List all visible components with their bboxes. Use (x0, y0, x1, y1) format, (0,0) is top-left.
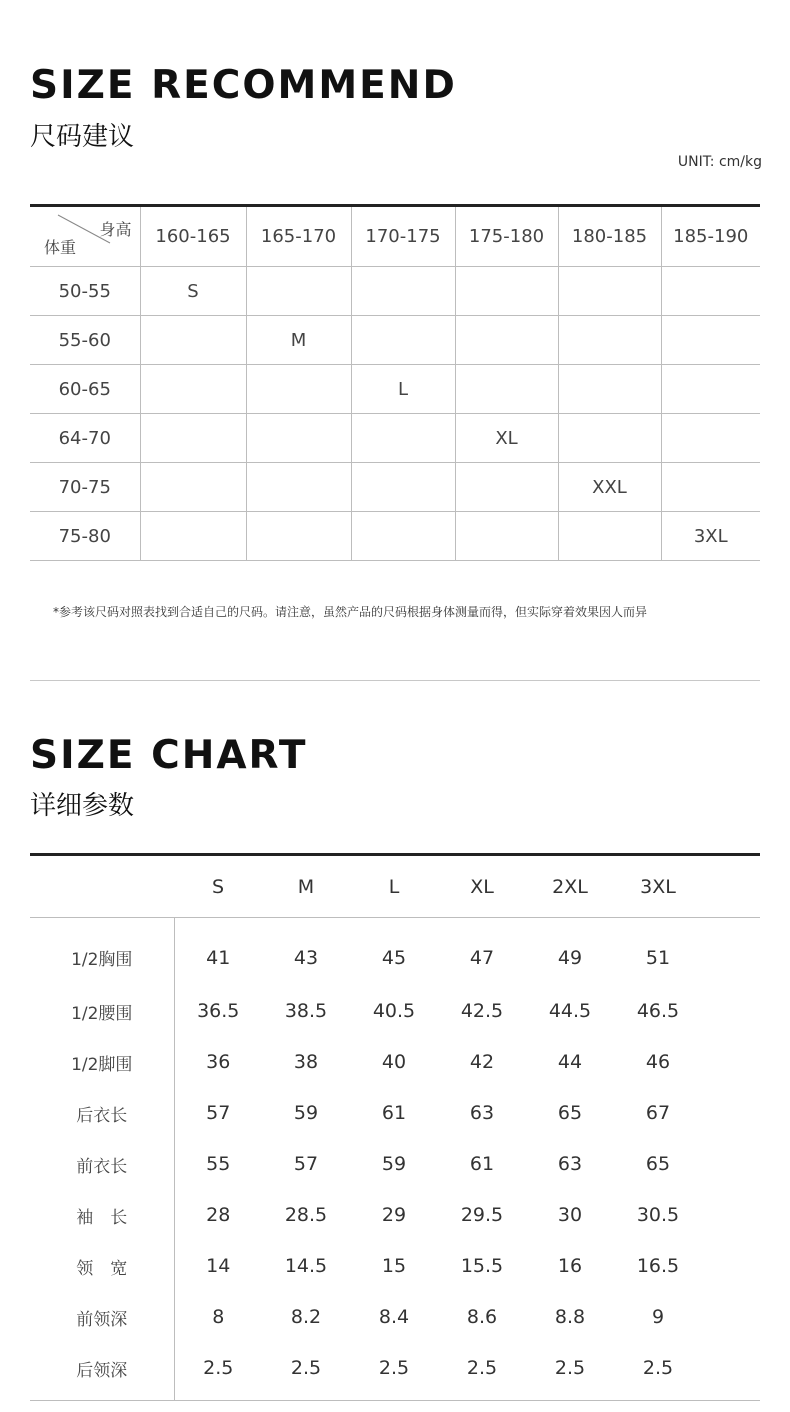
size-recommend-title: SIZE RECOMMEND (30, 63, 457, 108)
weight-label: 75-80 (30, 512, 140, 561)
table-row (30, 512, 760, 561)
measure-label: 1/2胸围 (30, 918, 174, 986)
measure-value: 57 (293, 1153, 319, 1175)
weight-label: 70-75 (30, 463, 140, 512)
measure-value: 41 (206, 946, 231, 969)
measure-label: 领 宽 (30, 1241, 174, 1292)
measure-value: 16 (557, 1255, 583, 1277)
size-cell (661, 365, 760, 414)
corner-header-cell (30, 206, 140, 267)
empty-cell (702, 1190, 760, 1241)
measure-label: 1/2脚围 (30, 1037, 174, 1088)
measure-label: 后衣长 (30, 1088, 174, 1139)
measure-value: 2.5 (526, 1343, 614, 1401)
measure-value: 65 (557, 1102, 583, 1124)
measure-value: 67 (645, 1102, 671, 1124)
measure-value: 61 (469, 1153, 495, 1175)
measure-value: 57 (206, 1102, 231, 1124)
height-header: 165-170 (246, 206, 351, 267)
measure-value: 63 (469, 1102, 495, 1124)
table-row (30, 918, 760, 986)
size-cell (661, 463, 760, 512)
measure-value: 36 (206, 1051, 231, 1073)
measure-value: 65 (645, 1153, 671, 1175)
measure-label: 前衣长 (30, 1139, 174, 1190)
measure-value: 2.5 (614, 1343, 702, 1401)
size-cell (558, 414, 661, 463)
size-cell (455, 267, 558, 316)
table-row (30, 986, 760, 1037)
measure-value: 8.8 (554, 1306, 586, 1328)
height-header: 180-185 (558, 206, 661, 267)
empty-cell (702, 1088, 760, 1139)
unit-label: UNIT: cm/kg (677, 154, 762, 170)
size-chart-title: SIZE CHART (30, 733, 308, 778)
size-header: 3XL (614, 855, 702, 918)
table-row (30, 1190, 760, 1241)
measure-value: 44 (557, 1051, 583, 1073)
size-cell (661, 316, 760, 365)
measure-value: 49 (557, 946, 583, 969)
measure-value: 30.5 (636, 1204, 680, 1226)
measure-value: 8 (212, 1306, 225, 1328)
height-axis-label: 身高 (99, 220, 132, 239)
size-cell (558, 512, 661, 561)
size-cell (351, 463, 455, 512)
size-chart-table (30, 853, 760, 1401)
empty-cell (702, 1037, 760, 1088)
size-cell: M (246, 316, 351, 365)
size-cell (455, 316, 558, 365)
measure-value: 2.5 (350, 1343, 438, 1401)
empty-cell (702, 1241, 760, 1292)
measure-value: 43 (293, 946, 319, 969)
measure-value: 8.6 (466, 1306, 498, 1328)
height-header: 185-190 (661, 206, 760, 267)
size-cell (140, 414, 246, 463)
empty-cell (702, 918, 760, 986)
size-cell (140, 463, 246, 512)
size-cell: XL (455, 414, 558, 463)
table-row (30, 463, 760, 512)
measure-value: 38 (293, 1051, 319, 1073)
measure-value: 28 (206, 1204, 231, 1226)
measure-value: 29 (381, 1204, 407, 1226)
table-row (30, 316, 760, 365)
measure-value: 28.5 (284, 1204, 328, 1226)
size-cell (246, 512, 351, 561)
weight-axis-label: 体重 (44, 238, 77, 257)
measure-value: 59 (293, 1102, 319, 1124)
measure-label: 后领深 (30, 1343, 174, 1401)
size-cell (140, 365, 246, 414)
measure-value: 14.5 (284, 1255, 328, 1277)
table-row (30, 1139, 760, 1190)
size-cell (351, 267, 455, 316)
height-header: 170-175 (351, 206, 455, 267)
empty-cell (702, 1343, 760, 1401)
table-row (30, 1241, 760, 1292)
measure-value: 8.2 (290, 1306, 322, 1328)
measure-value: 46 (645, 1051, 671, 1073)
size-cell (455, 512, 558, 561)
measure-value: 51 (645, 946, 671, 969)
measure-value: 40 (381, 1051, 407, 1073)
measure-value: 14 (206, 1255, 231, 1277)
table-row (30, 365, 760, 414)
size-cell (661, 267, 760, 316)
size-cell: L (351, 365, 455, 414)
weight-label: 55-60 (30, 316, 140, 365)
size-cell (246, 414, 351, 463)
measure-value: 15.5 (460, 1255, 504, 1277)
size-cell (455, 463, 558, 512)
measure-value: 9 (651, 1306, 665, 1328)
size-cell (558, 316, 661, 365)
measure-value: 59 (381, 1153, 407, 1175)
table-row (30, 414, 760, 463)
size-chart-subtitle: 详细参数 (30, 791, 135, 821)
size-cell (140, 512, 246, 561)
measure-value: 40.5 (372, 1000, 416, 1022)
size-cell (351, 414, 455, 463)
measure-value: 44.5 (548, 1000, 592, 1022)
size-cell (455, 365, 558, 414)
table-row (30, 267, 760, 316)
measure-label: 袖 长 (30, 1190, 174, 1241)
size-recommend-table (30, 204, 760, 561)
size-cell (558, 267, 661, 316)
size-cell: XXL (558, 463, 661, 512)
size-cell: 3XL (661, 512, 760, 561)
measure-value: 63 (557, 1153, 583, 1175)
size-header: 2XL (526, 855, 614, 918)
size-cell (661, 414, 760, 463)
empty-cell (702, 1292, 760, 1343)
measure-value: 55 (206, 1153, 231, 1175)
measure-label: 1/2腰围 (30, 986, 174, 1037)
measure-value: 29.5 (460, 1204, 504, 1226)
table-row (30, 1088, 760, 1139)
size-note: *参考该尺码对照表找到合适自己的尺码。请注意，虽然产品的尺码根据身体测量而得，但实际穿着效果因人而异 (53, 605, 648, 619)
measure-value: 8.4 (378, 1306, 410, 1328)
height-header-row (30, 206, 760, 267)
size-cell (246, 267, 351, 316)
weight-label: 64-70 (30, 414, 140, 463)
measure-value: 30 (557, 1204, 583, 1226)
measure-value: 61 (381, 1102, 407, 1124)
measure-value: 2.5 (174, 1343, 262, 1401)
measure-value: 16.5 (636, 1255, 680, 1277)
table-row (30, 1292, 760, 1343)
height-header: 175-180 (455, 206, 558, 267)
empty-cell (702, 1139, 760, 1190)
measure-value: 42.5 (460, 1000, 504, 1022)
section-divider (30, 680, 760, 681)
measure-value: 36.5 (197, 1000, 240, 1022)
measure-value: 46.5 (636, 1000, 680, 1022)
weight-label: 60-65 (30, 365, 140, 414)
size-cell (246, 365, 351, 414)
measure-value: 2.5 (438, 1343, 526, 1401)
measure-value: 15 (381, 1255, 407, 1277)
size-recommend-subtitle: 尺码建议 (30, 122, 135, 152)
size-cell (351, 316, 455, 365)
table-row (30, 1343, 760, 1401)
empty-cell (702, 986, 760, 1037)
size-header: M (262, 855, 350, 918)
measure-value: 42 (469, 1051, 495, 1073)
size-cell (140, 316, 246, 365)
empty-header-cell (30, 855, 174, 918)
measure-label: 前领深 (30, 1292, 174, 1343)
measure-value: 38.5 (284, 1000, 328, 1022)
size-cell (246, 463, 351, 512)
weight-label: 50-55 (30, 267, 140, 316)
size-header: L (350, 855, 438, 918)
height-header: 160-165 (140, 206, 246, 267)
size-header: XL (438, 855, 526, 918)
table-row (30, 1037, 760, 1088)
measure-value: 47 (469, 946, 495, 969)
size-cell: S (140, 267, 246, 316)
size-header: S (174, 855, 262, 918)
size-header-row (30, 855, 760, 918)
measure-value: 45 (381, 946, 407, 969)
empty-header-cell (702, 855, 760, 918)
size-cell (351, 512, 455, 561)
measure-value: 2.5 (262, 1343, 350, 1401)
size-cell (558, 365, 661, 414)
